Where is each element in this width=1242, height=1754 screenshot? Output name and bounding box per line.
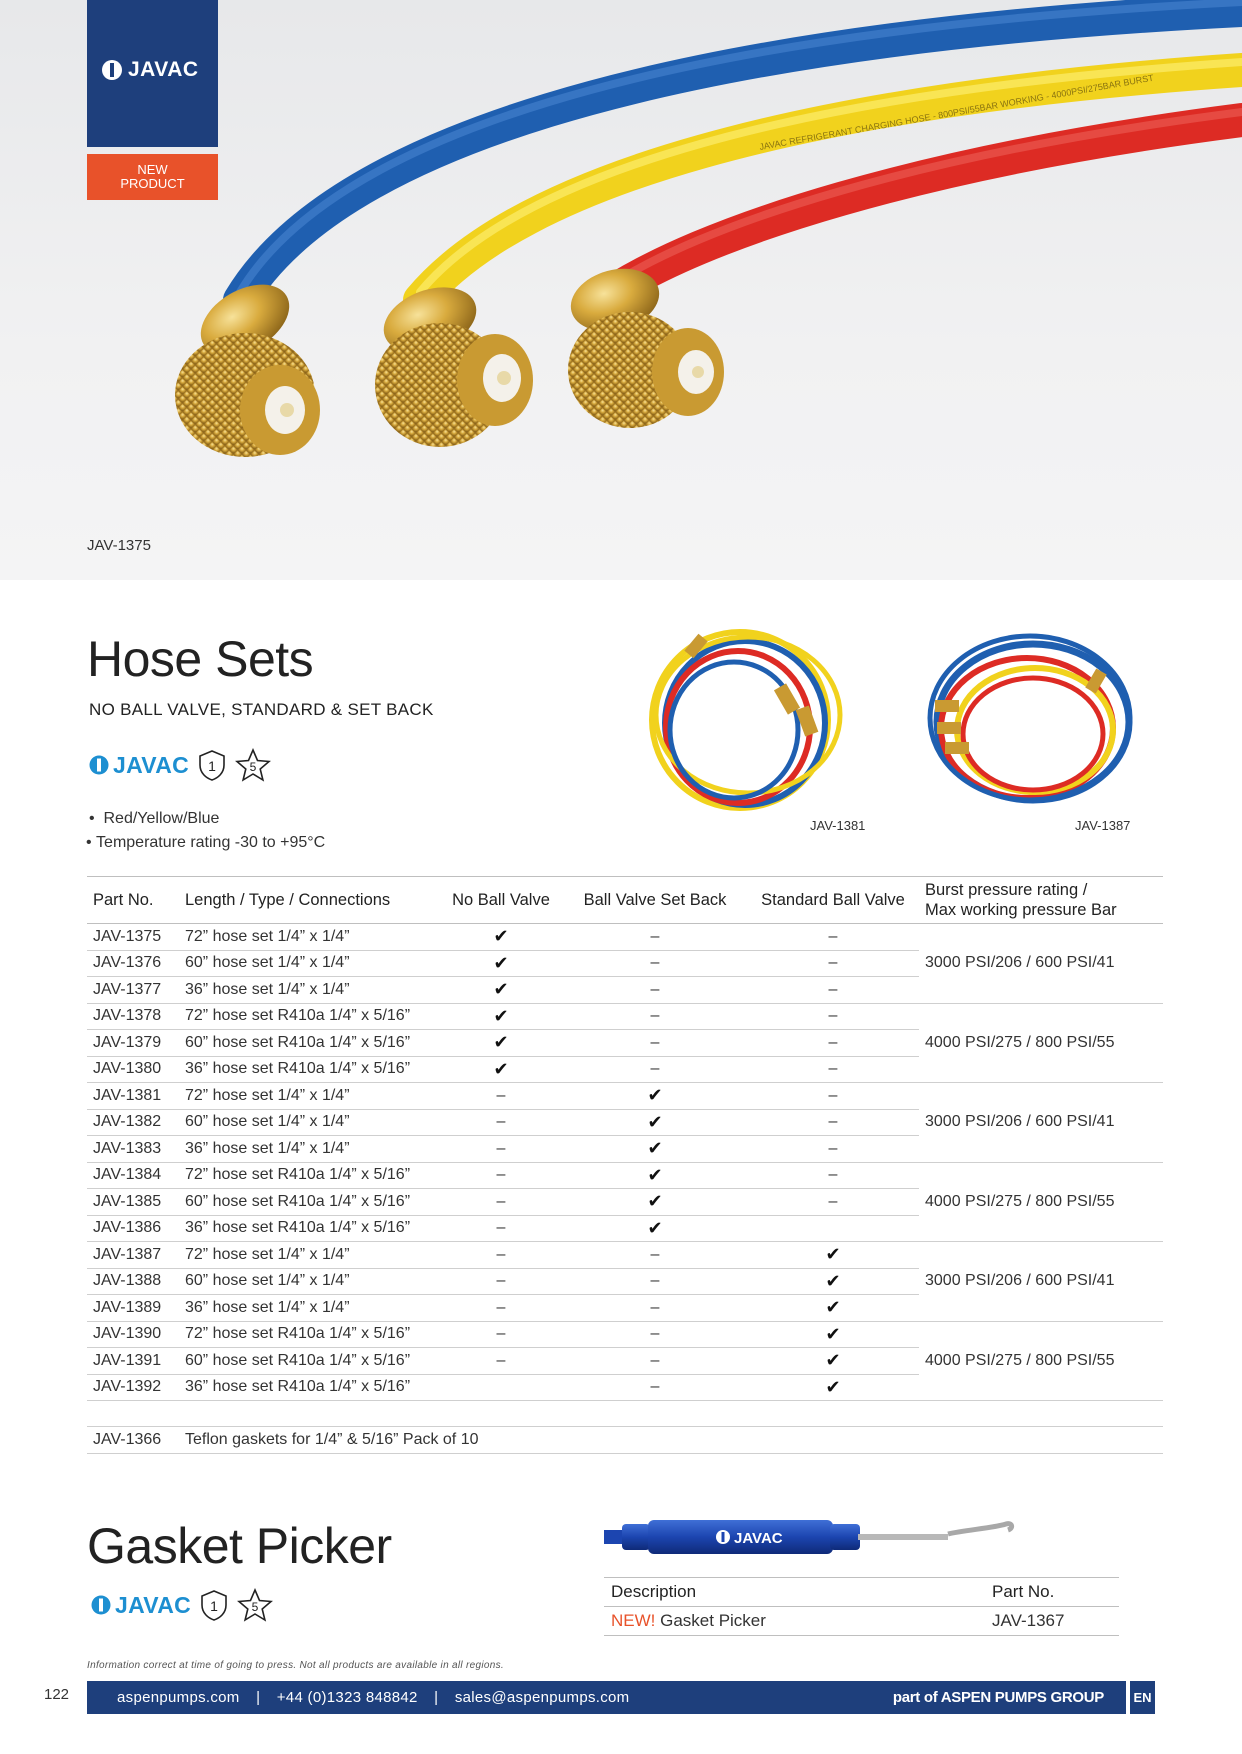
table-row [87,924,1163,951]
part-no-cell: JAV-1381 [87,1083,179,1110]
burst-pressure-cell: 4000 PSI/275 / 800 PSI/55 [919,1321,1163,1401]
brand-name: JAVAC [128,58,199,81]
set-back-cell: – [563,924,747,951]
no-ball-valve-cell: – [439,1109,563,1136]
set-back-cell: – [563,1003,747,1030]
set-back-cell: – [563,1030,747,1057]
new-label: NEW! [611,1611,656,1630]
javac-mark-icon [91,1595,111,1615]
bullet-colours: • Red/Yellow/Blue [89,810,220,827]
table-row [604,1607,1119,1636]
standard-ball-valve-cell: ✔ [747,1268,919,1295]
description-cell: 72” hose set 1/4” x 1/4” [179,1242,439,1269]
warranty-shield-icon [197,749,227,781]
set-back-cell: – [563,950,747,977]
part-no-cell: JAV-1386 [87,1215,179,1242]
fitting-red [564,259,724,428]
hose-table-body [87,924,1163,1454]
no-ball-valve-cell: – [439,1348,563,1375]
hose-print: JAVAC REFRIGERANT CHARGING HOSE - 800PSI/55BAR WORKING - 4000PSI/275BAR BURST [758,72,1155,152]
svg-text:5: 5 [251,1600,259,1614]
no-ball-valve-cell: ✔ [439,1003,563,1030]
javac-brand-mark: JAVAC [91,1592,191,1619]
no-ball-valve-cell: – [439,1295,563,1322]
part-no-cell: JAV-1376 [87,950,179,977]
standard-ball-valve-cell: – [747,1136,919,1163]
gasket-picker-title: Gasket Picker [87,1518,392,1574]
description-cell: Teflon gaskets for 1/4” & 5/16” Pack of 10 [179,1427,1163,1454]
description-cell: 36” hose set 1/4” x 1/4” [179,977,439,1004]
part-no-cell: JAV-1391 [87,1348,179,1375]
standard-ball-valve-cell: – [747,950,919,977]
no-ball-valve-cell: ✔ [439,1056,563,1083]
hose-sets-badges [89,748,271,782]
description-cell: 60” hose set R410a 1/4” x 5/16” [179,1030,439,1057]
part-no-cell: JAV-1389 [87,1295,179,1322]
no-ball-valve-cell: – [439,1215,563,1242]
part-no-cell: JAV-1390 [87,1321,179,1348]
gasket-picker-table [604,1577,1119,1636]
col-length-type: Length / Type / Connections [179,877,439,924]
gasket-picker-image [604,1508,1044,1572]
col-description: Description [604,1578,985,1607]
no-ball-valve-cell: ✔ [439,950,563,977]
standard-ball-valve-cell: ✔ [747,1295,919,1322]
svg-text:JAVAC: JAVAC [734,1530,783,1547]
fitting-yellow [375,275,533,447]
no-ball-valve-cell: – [439,1242,563,1269]
description-cell: 72” hose set 1/4” x 1/4” [179,1083,439,1110]
javac-mark-icon [89,755,109,775]
burst-pressure-cell: 3000 PSI/206 / 600 PSI/41 [919,1083,1163,1163]
standard-ball-valve-cell: – [747,1162,919,1189]
rating-star-icon [235,748,271,782]
part-no-cell: JAV-1375 [87,924,179,951]
language-badge[interactable]: EN [1127,1681,1155,1714]
part-no-cell: JAV-1392 [87,1374,179,1401]
description-cell: 60” hose set 1/4” x 1/4” [179,1268,439,1295]
standard-ball-valve-cell: – [747,1109,919,1136]
no-ball-valve-cell: – [439,1321,563,1348]
description-cell: 36” hose set 1/4” x 1/4” [179,1295,439,1322]
col-standard-ball-valve: Standard Ball Valve [747,877,919,924]
set-back-cell: – [563,1374,747,1401]
footer-website-link[interactable]: aspenpumps.com [117,1689,240,1706]
set-back-cell: ✔ [563,1162,747,1189]
javac-logo [101,58,199,82]
footer-email-link[interactable]: sales@aspenpumps.com [454,1689,630,1706]
hose-sets-title: Hose Sets [87,631,314,687]
description-cell: 60” hose set R410a 1/4” x 5/16” [179,1189,439,1216]
burst-pressure-cell: 3000 PSI/206 / 600 PSI/41 [919,924,1163,1004]
no-ball-valve-cell: – [439,1162,563,1189]
description-cell: 36” hose set 1/4” x 1/4” [179,1136,439,1163]
hero-part-code: JAV-1375 [87,537,151,554]
table-row [87,1242,1163,1269]
part-no-cell: JAV-1384 [87,1162,179,1189]
part-no-cell: JAV-1377 [87,977,179,1004]
javac-mark-icon [101,59,123,81]
standard-ball-valve-cell: ✔ [747,1242,919,1269]
image-caption-1387: JAV-1387 [1075,818,1131,833]
standard-ball-valve-cell [747,1215,919,1242]
col-ball-valve-set-back: Ball Valve Set Back [563,877,747,924]
part-no-cell: JAV-1379 [87,1030,179,1057]
part-no-cell: JAV-1380 [87,1056,179,1083]
table-row [87,1321,1163,1348]
description-cell: 72” hose set R410a 1/4” x 5/16” [179,1321,439,1348]
table-spacer-row [87,1401,1163,1427]
description-cell: 60” hose set 1/4” x 1/4” [179,950,439,977]
burst-pressure-cell: 3000 PSI/206 / 600 PSI/41 [919,1242,1163,1322]
table-row [87,1162,1163,1189]
standard-ball-valve-cell: ✔ [747,1374,919,1401]
burst-pressure-cell: 4000 PSI/275 / 800 PSI/55 [919,1162,1163,1242]
table-header-row [87,877,1163,924]
col-part-no: Part No. [87,877,179,924]
brand-logo-box [87,0,218,147]
no-ball-valve-cell: – [439,1136,563,1163]
image-caption-1381: JAV-1381 [810,818,866,833]
burst-pressure-cell: 4000 PSI/275 / 800 PSI/55 [919,1003,1163,1083]
set-back-cell: ✔ [563,1215,747,1242]
set-back-cell: – [563,1056,747,1083]
set-back-cell: – [563,1268,747,1295]
warranty-shield-icon [199,1589,229,1621]
svg-text:1: 1 [210,1598,218,1614]
description-cell: 36” hose set R410a 1/4” x 5/16” [179,1056,439,1083]
set-back-cell: ✔ [563,1109,747,1136]
part-no-cell: JAV-1387 [87,1242,179,1269]
table-row [87,1083,1163,1110]
rating-star-icon [237,1588,273,1622]
gasket-description: NEW! Gasket Picker [604,1607,985,1636]
group-tagline: part of ASPEN PUMPS GROUP [892,1689,1104,1706]
standard-ball-valve-cell: – [747,1189,919,1216]
no-ball-valve-cell: – [439,1189,563,1216]
no-ball-valve-cell: – [439,1083,563,1110]
set-back-cell: – [563,1242,747,1269]
gasket-picker-badges [91,1588,273,1622]
col-part-no: Part No. [985,1578,1119,1607]
svg-text:1: 1 [208,758,216,774]
page-number: 122 [44,1686,70,1703]
standard-ball-valve-cell: – [747,977,919,1004]
description-cell: 72” hose set 1/4” x 1/4” [179,924,439,951]
svg-text:5: 5 [249,760,257,774]
hose-sets-table [87,876,1163,1454]
new-product-tag: NEW PRODUCT [87,154,218,200]
part-no-cell: JAV-1378 [87,1003,179,1030]
javac-brand-mark: JAVAC [89,752,189,779]
table-row [87,1427,1163,1454]
footer-phone[interactable]: +44 (0)1323 848842 [276,1689,418,1706]
hose-coil-image-1381 [630,615,860,825]
no-ball-valve-cell: ✔ [439,977,563,1004]
fitting-blue [175,270,320,457]
part-no-cell: JAV-1388 [87,1268,179,1295]
standard-ball-valve-cell: – [747,1003,919,1030]
standard-ball-valve-cell: – [747,924,919,951]
col-no-ball-valve: No Ball Valve [439,877,563,924]
no-ball-valve-cell: ✔ [439,1030,563,1057]
description-cell: 72” hose set R410a 1/4” x 5/16” [179,1003,439,1030]
set-back-cell: ✔ [563,1189,747,1216]
part-no-cell: JAV-1385 [87,1189,179,1216]
set-back-cell: – [563,977,747,1004]
table-row [87,1003,1163,1030]
standard-ball-valve-cell: – [747,1056,919,1083]
standard-ball-valve-cell: – [747,1083,919,1110]
description-cell: 36” hose set R410a 1/4” x 5/16” [179,1374,439,1401]
description-cell: 72” hose set R410a 1/4” x 5/16” [179,1162,439,1189]
set-back-cell: ✔ [563,1136,747,1163]
footer-bar: aspenpumps.com | +44 (0)1323 848842 | sales@aspenpumps.com part of ASPEN PUMPS GROUP [87,1681,1126,1714]
set-back-cell: ✔ [563,1083,747,1110]
set-back-cell: – [563,1295,747,1322]
javac-mark-icon [716,1530,730,1544]
description-cell: 60” hose set 1/4” x 1/4” [179,1109,439,1136]
part-no-cell: JAV-1383 [87,1136,179,1163]
hose-coil-image-1387 [915,630,1145,820]
table-header-row [604,1578,1119,1607]
no-ball-valve-cell: – [439,1268,563,1295]
part-no-cell: JAV-1366 [87,1427,179,1454]
hose-sets-subtitle: NO BALL VALVE, STANDARD & SET BACK [89,700,434,719]
standard-ball-valve-cell: – [747,1030,919,1057]
description-cell: 36” hose set R410a 1/4” x 5/16” [179,1215,439,1242]
bullet-temperature: • Temperature rating -30 to +95°C [86,834,326,851]
standard-ball-valve-cell: ✔ [747,1348,919,1375]
disclaimer: Information correct at time of going to press. Not all products are available in all regions. [87,1660,504,1671]
set-back-cell: – [563,1321,747,1348]
gasket-part-no: JAV-1367 [985,1607,1119,1636]
description-cell: 60” hose set R410a 1/4” x 5/16” [179,1348,439,1375]
no-ball-valve-cell [439,1374,563,1401]
col-burst-pressure: Burst pressure rating / Max working pressure Bar [919,877,1163,924]
no-ball-valve-cell: ✔ [439,924,563,951]
set-back-cell: – [563,1348,747,1375]
standard-ball-valve-cell: ✔ [747,1321,919,1348]
part-no-cell: JAV-1382 [87,1109,179,1136]
